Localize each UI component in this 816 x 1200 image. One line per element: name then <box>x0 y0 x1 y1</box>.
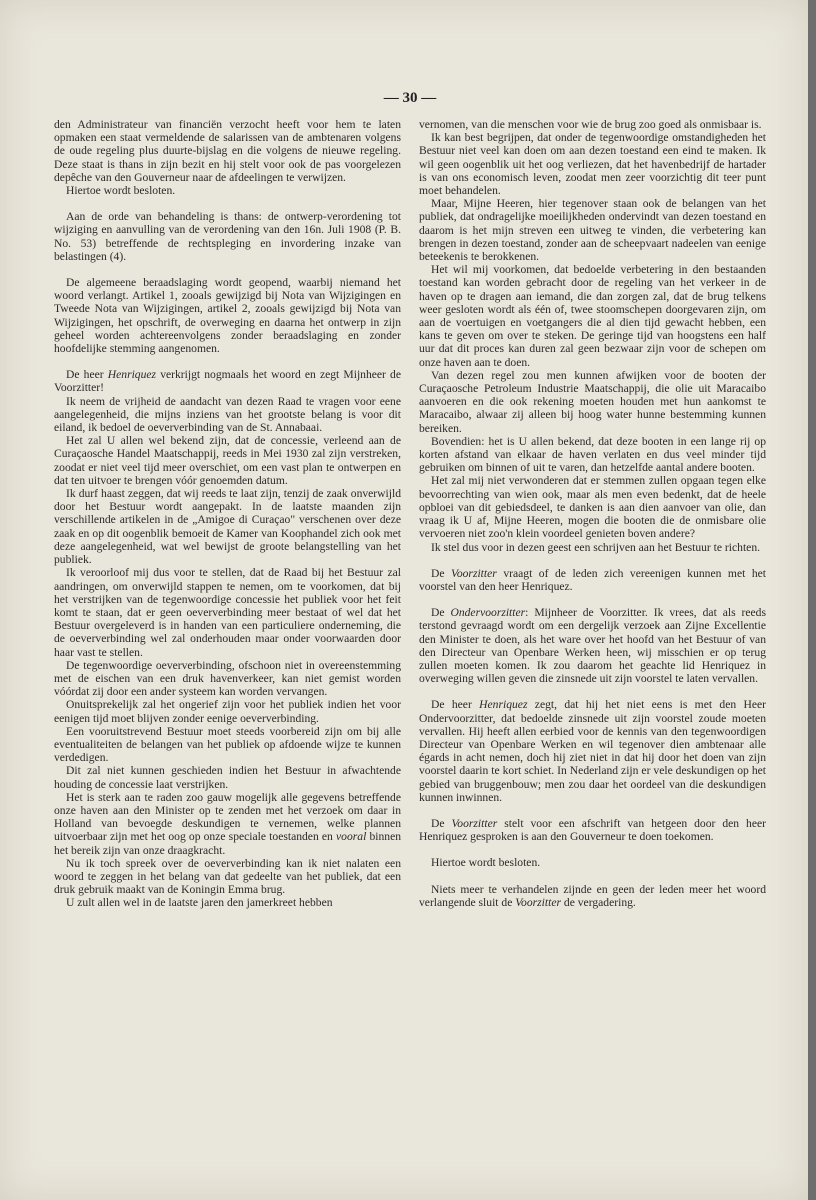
right-column-paragraph: Het zal mij niet verwonderen dat er stemmen zullen opgaan tegen elke bevoorrechting van wien ook, maar als men even bedenkt, dat de heele opbloei van dit gebiedsdeel, te danken is aan dien aanvoer van olie, dan vraag ik U af, Mijne Heeren, mogen die booten die de onmisbare olie vervoeren niet zoo'n klein voordeel genieten boven andere? <box>419 474 766 541</box>
right-column-paragraph: Bovendien: het is U allen bekend, dat deze booten in een lange rij op korten afstand van elkaar de haven verlaten en dus veel minder tijd gebruiken om binnen of uit te varen, dan hetzelfde aantal andere booten. <box>419 434 766 475</box>
left-column-paragraph: De tegenwoordige oeververbinding, ofschoon niet in overeenstemming met de eischen van een druk havenverkeer, kan niet gemist worden vóórdat zij door een ander systeem kan worden vervangen. <box>54 658 401 699</box>
paragraph-text: Niets meer te verhandelen zijnde en geen der leden meer het woord verlangende sluit de <box>419 882 766 909</box>
right-column-paragraph: vernomen, van die menschen voor wie de brug zoo goed als onmisbaar is. <box>419 118 762 131</box>
right-column-paragraph: Van dezen regel zou men kunnen afwijken voor de booten der Curaçaosche Petroleum Industrie Maatschappij, die olie uit Maracaibo aanvoeren en die ook rekening moeten houden met hun aankomst te Maracaibo, alwaar zij alleen bij hoog water hunne bestemming kunnen bereiken. <box>419 368 766 435</box>
left-column-paragraph: Ik veroorloof mij dus voor te stellen, dat de Raad bij het Bestuur zal aandringen, om onverwijld stappen te nemen, om te voorkomen, dat bij het verstrijken van de tegenwoordige concessie het publiek voor het feit komt te staan, dat er geen oeververbinding meer bestaat of wel dat het Bestuur overgeleverd is in handen van een particuliere onderneming, die de oeververbinding wel zal onderhouden maar onder voorwaarden door haar vast te stellen. <box>54 566 401 659</box>
speaker-name: Henriquez <box>479 698 528 712</box>
left-column-paragraph: U zult allen wel in de laatste jaren den jamerkreet hebben <box>66 896 333 910</box>
speaker-name: Ondervoorzitter <box>450 606 526 620</box>
right-column-paragraph: Het wil mij voorkomen, dat bedoelde verbetering in den bestaanden toestand kan worden gebracht door de regeling van het verkeer in de haven op te dragen aan iemand, die dan zorgen zal, dat de brug telkens weer gesloten wordt als één of, twee stoomschepen doorgevaren zijn, om aan de voertuigen en voetgangers die al dien tijd gewacht hebben, een kans te geven om over te steken. De geringe tijd van hoogstens een half uur dat dit proces kan duren zal geen bezwaar zijn voor de schepen om onze haven aan te doen. <box>419 263 766 369</box>
paragraph-text: zegt, dat hij het niet eens is met den Heer Ondervoorzitter, dat bedoelde zinsnede uit zijn voorstel zoude moeten vervallen. Hij heeft allen eerbied voor de kennis van den tegenwoordigen Directeur van Openbare Werken en wil tegenover dien ambtenaar alle égards in acht nemen, doch hij ziet niet in dat hij door het doen van zijn voorstel daarin te kort schiet. In Nederland zijn er vele deskundigen op het gebied van bruggenbouw; men zou daar het oordeel van die deskundigen kunnen inwinnen. <box>419 698 766 804</box>
paragraph-text: binnen het bereik zijn van onze draagkracht. <box>54 830 402 857</box>
paragraph-text: De <box>431 566 452 580</box>
left-column <box>54 118 401 910</box>
paragraph-text: De heer <box>66 368 108 382</box>
left-column-paragraph: Ik durf haast zeggen, dat wij reeds te laat zijn, tenzij de zaak onverwijld door het Bestuur wordt aangepakt. In de laatste maanden zijn verschillende artikelen in de „Amigoe di Curaçao" verschenen over deze zaak en op dit oogenblik bemoeit de Kamer van Koophandel zich ook met deze aangelegenheid, wat wel bewijst de groote belangstelling van het publiek. <box>54 487 401 567</box>
left-column-paragraph <box>54 368 401 394</box>
left-column-paragraph: Ik neem de vrijheid de aandacht van dezen Raad te vragen voor eene aangelegenheid, die mijns inziens van het grootste belang is voor dit eiland, ik bedoel de oeververbinding van de St. Annabaai. <box>54 394 401 435</box>
paragraph-text: : Mijnheer de Voorzitter. Ik vrees, dat als reeds terstond gevraagd wordt om een dergelijk verzoek aan Zijne Excellentie den Minister te doen, als het ware over het hoofd van het Bestuur of van den Directeur van Openbare Werken heen, wij misschien er op terug zullen moeten komen. Ik zou daarom het geachte lid Henriquez in overweging willen geven die zinsnede uit zijn voorstel te laten vervallen. <box>419 606 766 686</box>
right-column-paragraph: Ik stel dus voor in dezen geest een schrijven aan het Bestuur te richten. <box>431 540 761 554</box>
paragraph-text: verkrijgt nogmaals het woord en zegt Mijnheer de Voorzitter! <box>54 368 401 395</box>
left-column-paragraph: Het zal U allen wel bekend zijn, dat de concessie, verleend aan de Curaçaosche Handel Maatschappij, reeds in Mei 1930 zal zijn verstreken, zoodat er niet veel tijd meer overschiet, om een vast plan te ontwerpen en dat ten uitvoer te brengen vóór genoemden datum. <box>54 434 401 487</box>
right-column-paragraph <box>419 606 766 685</box>
left-column-paragraph: Nu ik toch spreek over de oeververbinding kan ik niet nalaten een woord te zeggen in het belang van dat gedeelte van het publiek, dat een druk gebruik maakt van de Koningin Emma brug. <box>54 856 401 897</box>
right-column-paragraph <box>419 883 766 909</box>
left-column-paragraph: den Administrateur van financiën verzocht heeft voor hem te laten opmaken een staat vermeldende de salarissen van de ambtenaren volgens de oude regeling plus duurte-bijslag en die volgens de nieuwe regeling. Deze staat is thans in zijn bezit en hij stelt voor ook de pas voorgelezen depêche van den Gouverneur naar de afdeelingen te verwijzen. <box>54 118 401 184</box>
speaker-name: vooral <box>336 830 367 844</box>
right-column-paragraph <box>419 567 766 593</box>
right-column-paragraph: Hiertoe wordt besloten. <box>431 856 541 870</box>
right-column-paragraph: Ik kan best begrijpen, dat onder de tegenwoordige omstandigheden het Bestuur niet veel kan doen om aan dezen toestand een eind te maken. Ik wil geen oogenblik uit het oog verliezen, dat het havenbedrijf de hartader is van ons economisch leven, zoodat men zeer voorzichtig dit teer punt moet behandelen. <box>419 131 766 198</box>
left-column-paragraph: Dit zal niet kunnen geschieden indien het Bestuur in afwachtende houding de concessie laat verstrijken. <box>54 764 401 791</box>
left-column-paragraph <box>54 791 401 857</box>
left-column-paragraph: Hiertoe wordt besloten. <box>66 184 176 198</box>
paragraph-text: De <box>431 816 452 830</box>
speaker-name: Henriquez <box>107 368 157 382</box>
left-column-paragraph: Onuitsprekelijk zal het ongerief zijn voor het publiek indien het voor eenigen tijd moet blijven zonder eenige oeververbinding. <box>54 698 401 725</box>
paragraph-text: de vergadering. <box>561 895 636 909</box>
speaker-name: Voorzitter <box>515 895 562 909</box>
speaker-name: Voorzitter <box>451 816 498 830</box>
paragraph-text: De heer <box>431 698 480 712</box>
left-column-paragraph: Aan de orde van behandeling is thans: de ontwerp-verordening tot wijziging en aanvulling van de verordening van den 16n. Juli 1908 (P. B. No. 53) betreffende de rechtspleging en invordering inzake van belastingen (4). <box>54 210 401 263</box>
left-column-paragraph: De algemeene beraadslaging wordt geopend, waarbij niemand het woord verlangt. Artikel 1, zooals gewijzigd bij Nota van Wijzigingen en Tweede Nota van Wijzigingen, artikel 2, zooals gewijzigd bij Nota van Wijzigingen, het opschrift, de overweging en daarna het ontwerp in zijn geheel worden achtereenvolgens zonder beraadslaging en zonder hoofdelijke stemming aangenomen. <box>54 276 401 356</box>
right-column-paragraph <box>419 698 766 804</box>
paragraph-text: De <box>431 606 451 620</box>
right-column <box>419 118 766 909</box>
left-column-paragraph: Een vooruitstrevend Bestuur moet steeds voorbereid zijn om bij alle eventualiteiten de belangen van het publiek op afdoende wijze te kunnen verdedigen. <box>54 724 401 765</box>
page-number: — 30 — <box>383 90 437 106</box>
right-column-paragraph: Maar, Mijne Heeren, hier tegenover staan ook de belangen van het publiek, dat ondragelijke moeilijkheden ondervindt van dezen toestand en daarom is het mijn streven een uitweg te vinden, die verbetering kan brengen in dezen toestand, zonder aan de scheepvaart nadeelen van eenige beteekenis te berokkenen. <box>419 197 766 264</box>
right-column-paragraph <box>419 817 766 843</box>
paragraph-text: Het is sterk aan te raden zoo gauw mogelijk alle gegevens betreffende onze haven aan den Minister op te zenden met het verzoek om daar in Holland van bevoegde deskundigen te vernemen, welke plannen uitvoerbaar zijn met het oog op onze speciale toestanden en <box>54 790 401 844</box>
speaker-name: Voorzitter <box>451 566 497 580</box>
paragraph-text: vraagt of de leden zich vereenigen kunnen met het voorstel van den heer Henriquez. <box>419 566 766 593</box>
paragraph-text: stelt voor een afschrift van hetgeen door den heer Henriquez gesproken is aan den Gouverneur te doen toekomen. <box>419 816 766 844</box>
